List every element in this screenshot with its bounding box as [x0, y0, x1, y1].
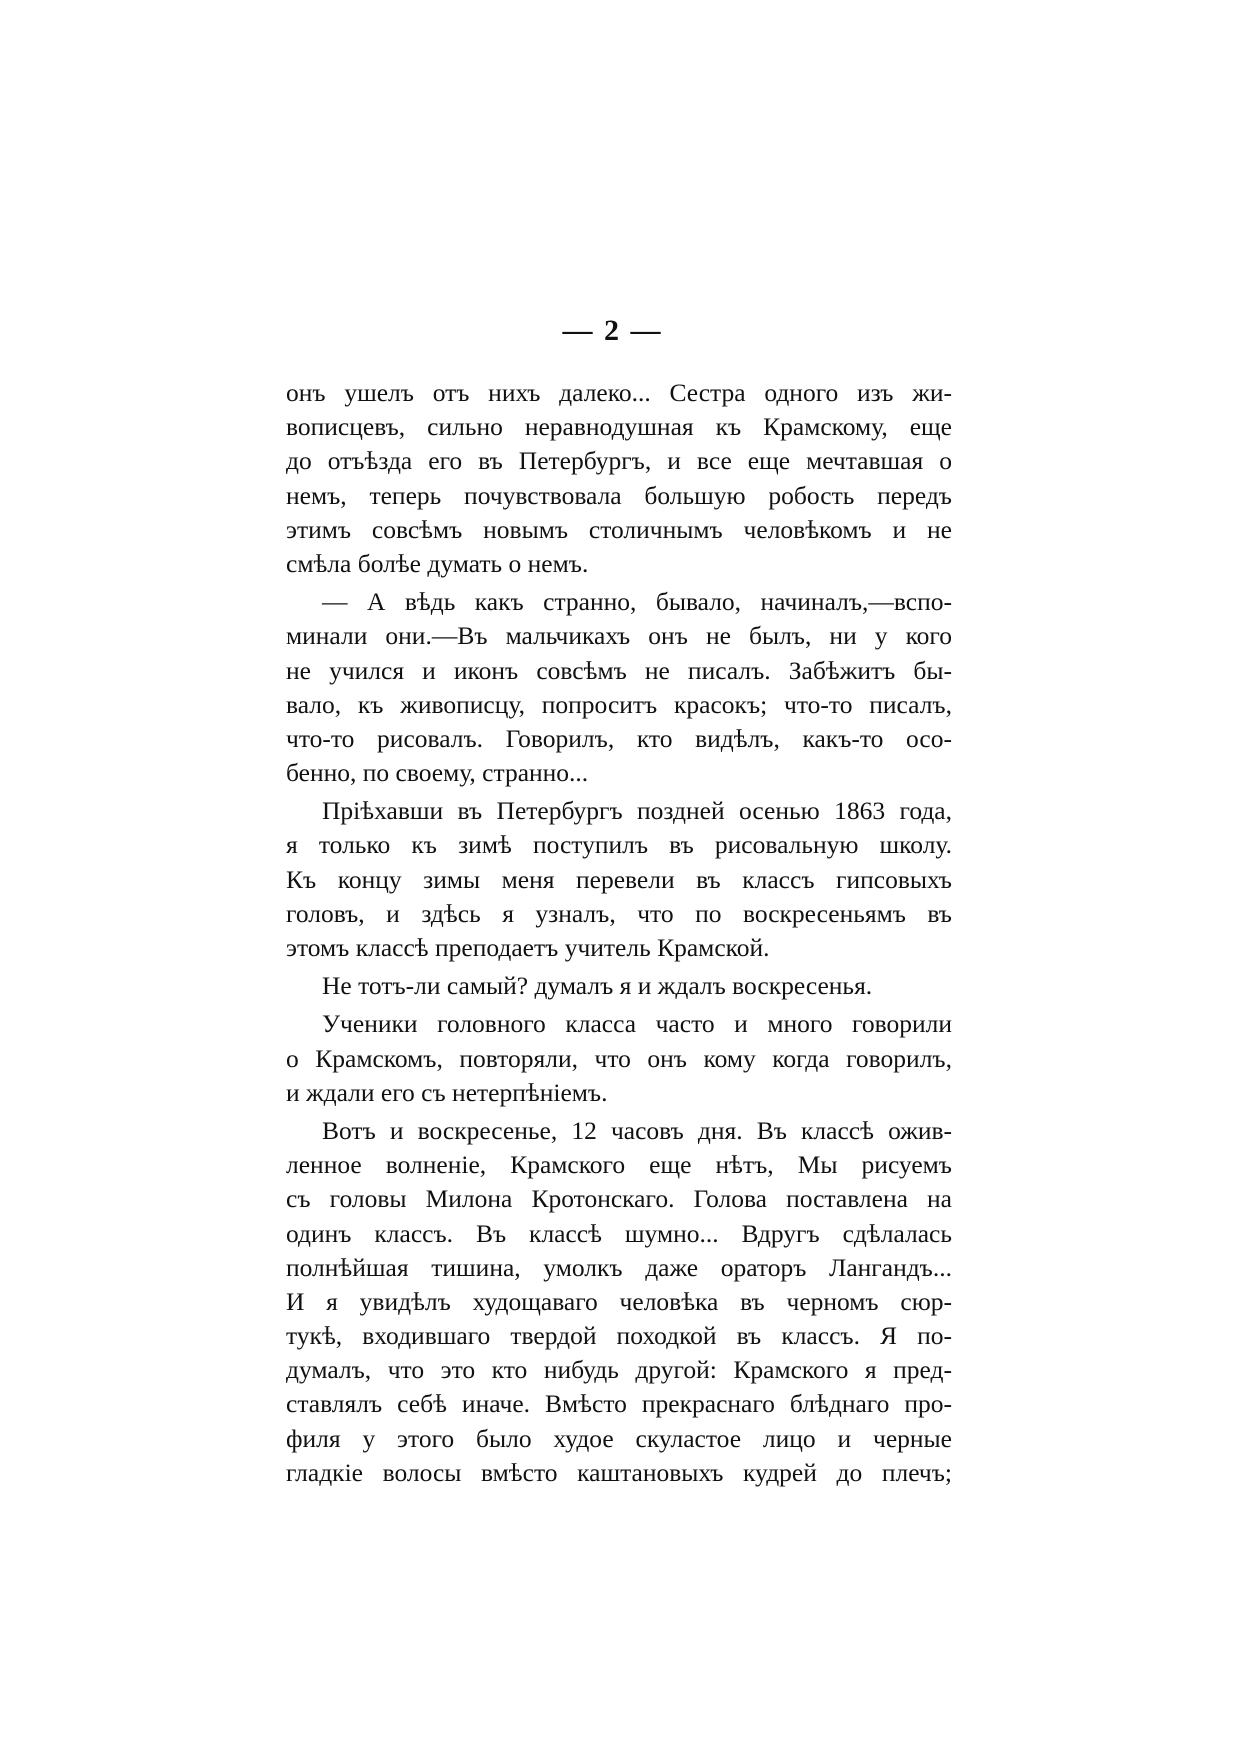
text-line: Ученики головного класса часто и много говорили [322, 1009, 952, 1039]
text-line: этимъ совсѣмъ новымъ столичнымъ человѣкомъ и не [286, 514, 952, 544]
text-line: смѣла болѣе думать о немъ. [286, 548, 589, 578]
text-line: ленное волненіе, Крамского еще нѣтъ, Мы рисуемъ [286, 1150, 952, 1180]
text-line: что-то рисовалъ. Говорилъ, кто видѣлъ, какъ-то осо- [286, 723, 952, 753]
text-line: ставлялъ себѣ иначе. Вмѣсто прекраснаго блѣднаго про- [286, 1389, 952, 1419]
text-line: гладкіе волосы вмѣсто каштановыхъ кудрей до плечъ; [286, 1457, 952, 1487]
text-line: И я увидѣлъ худощаваго человѣка въ черномъ сюр- [286, 1286, 952, 1316]
text-line: филя у этого было худое скуластое лицо и черные [286, 1423, 952, 1453]
text-line: и ждали его съ нетерпѣніемъ. [286, 1077, 608, 1107]
text-line: головъ, и здѣсь я узналъ, что по воскресеньямъ въ [286, 898, 952, 928]
paragraph [286, 376, 952, 581]
text-line: немъ, теперь почувствовала большую робость передъ [286, 480, 952, 510]
text-line: одинъ классъ. Въ классѣ шумно... Вдругъ сдѣлалась [286, 1218, 952, 1248]
text-line: не учился и иконъ совсѣмъ не писалъ. Забѣжитъ бы- [286, 655, 952, 685]
text-line: Не тотъ-ли самый? думалъ я и ждалъ воскресенья. [322, 971, 873, 1001]
text-line: до отъѣзда его въ Петербургъ, и все еще мечтавшая о [286, 446, 952, 476]
paragraph [286, 1007, 952, 1110]
text-line: вописцевъ, сильно неравнодушная къ Крамскому, еще [286, 412, 952, 442]
text-line: тукѣ, входившаго твердой походкой въ классъ. Я по- [286, 1321, 952, 1351]
paragraph [286, 585, 952, 790]
text-line: вало, къ живописцу, попроситъ красокъ; что-то писалъ, [286, 689, 952, 719]
text-line: — А вѣдь какъ странно, бывало, начиналъ,—вспо- [322, 587, 952, 617]
text-line: этомъ классѣ преподаетъ учитель Крамской. [286, 933, 770, 962]
text-line: полнѣйшая тишина, умолкъ даже ораторъ Лангандъ... [286, 1252, 952, 1282]
text-line: Къ концу зимы меня перевели въ классъ гипсовыхъ [286, 864, 952, 894]
text-line: Вотъ и воскресенье, 12 часовъ дня. Въ классѣ ожив- [322, 1115, 952, 1145]
text-line: онъ ушелъ отъ нихъ далеко... Сестра одного изъ жи- [286, 378, 952, 407]
text-line: о Крамскомъ, повторяли, что онъ кому когда говорилъ, [286, 1043, 952, 1073]
text-line: думалъ, что это кто нибудь другой: Крамского я пред- [286, 1355, 952, 1385]
paragraph [286, 969, 952, 1003]
body-text [286, 376, 952, 1490]
text-line: минали они.—Въ мальчикахъ онъ не былъ, ни у кого [286, 621, 952, 651]
text-line: съ головы Милона Кротонскаго. Голова поставлена на [286, 1184, 952, 1214]
text-line: я только къ зимѣ поступилъ въ рисовальную школу. [286, 830, 952, 860]
text-line: Пріѣхавши въ Петербургъ поздней осенью 1863 года, [322, 796, 952, 826]
paragraph [286, 1114, 952, 1490]
text-line: бенно, по своему, странно... [286, 758, 589, 788]
paragraph [286, 794, 952, 965]
page-number: — 2 — [562, 314, 663, 347]
